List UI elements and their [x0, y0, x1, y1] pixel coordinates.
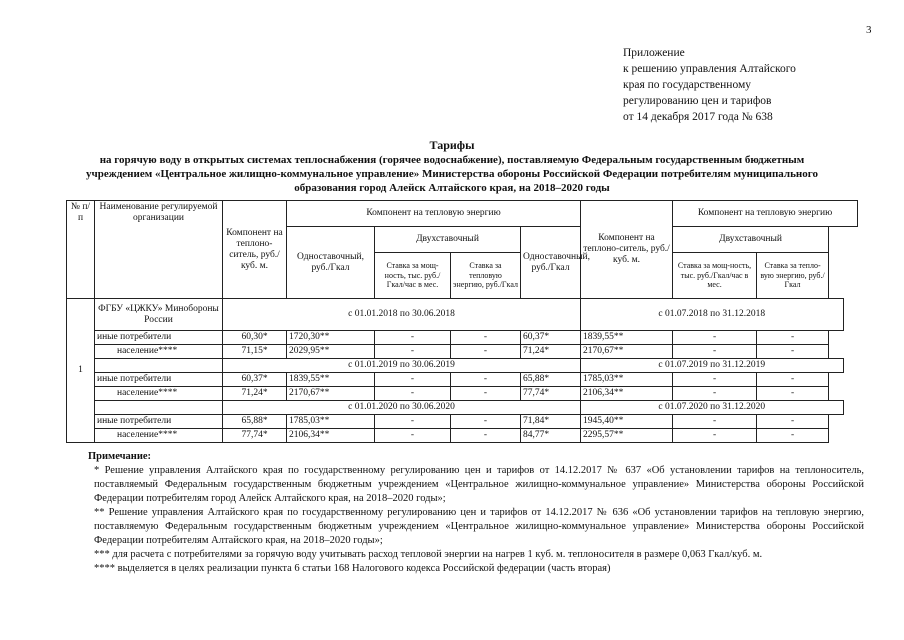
energy-rate-value: -	[451, 331, 521, 345]
notes-heading: Примечание:	[88, 451, 152, 462]
carrier-value: 60,30*	[223, 331, 287, 345]
single-rate-value: 1720,30**	[287, 331, 375, 345]
header-power-rate: Ставка за мощ-ность, тыс. руб./Гкал/час в мес.	[375, 253, 451, 299]
table-row	[67, 387, 858, 401]
energy-rate-value-2: -	[757, 373, 829, 387]
carrier-value: 65,88*	[223, 415, 287, 429]
header-single-rate: Одноставочный, руб./Гкал	[287, 227, 375, 299]
single-rate-value: 2029,95**	[287, 345, 375, 359]
header-thermal-component-2: Компонент на тепловую энергию	[673, 201, 858, 227]
power-rate-value-2: -	[673, 415, 757, 429]
appendix-block	[623, 45, 796, 125]
period-left: с 01.01.2020 по 30.06.2020	[223, 401, 581, 415]
header-double-rate: Двухставочный	[375, 227, 521, 253]
table-row	[67, 373, 858, 387]
power-rate-value-2: -	[673, 429, 757, 443]
power-rate-value: -	[375, 387, 451, 401]
header-organization: Наименование регулируемой организации	[95, 201, 223, 299]
energy-rate-value: -	[451, 429, 521, 443]
carrier-value: 71,24*	[223, 387, 287, 401]
empty-cell	[95, 359, 223, 373]
carrier-value-2: 77,74*	[521, 387, 581, 401]
power-rate-value-2: -	[673, 373, 757, 387]
consumer-name: иные потребители	[95, 331, 223, 345]
period-right: с 01.07.2020 по 31.12.2020	[581, 401, 843, 415]
organization-name: ФГБУ «ЦЖКУ» Минобороны России	[95, 299, 223, 331]
power-rate-value: -	[375, 345, 451, 359]
energy-rate-value: -	[451, 373, 521, 387]
page-number: 3	[866, 24, 872, 36]
period-left: с 01.01.2018 по 30.06.2018	[223, 299, 581, 331]
energy-rate-value-2: -	[757, 415, 829, 429]
period-right: с 01.07.2019 по 31.12.2019	[581, 359, 843, 373]
single-rate-value-2: 1785,03**	[581, 373, 673, 387]
carrier-value-2: 60,37*	[521, 331, 581, 345]
note-item: * Решение управления Алтайского края по государственному регулированию цен и тарифов от 14.12.2017 № 637 «Об установлении тарифов на теплоноситель, поставляемый Федеральным государственным бюджетным учреждением «Центральное жилищно-коммунальное управление» Министерства обороны Российской Федерации потребителям город Алейск Алтайского края, на 2018–2020 годы»;	[94, 465, 864, 504]
appendix-line: к решению управления Алтайского	[623, 63, 796, 75]
consumer-name: иные потребители	[95, 373, 223, 387]
carrier-value-2: 65,88*	[521, 373, 581, 387]
table-row	[67, 345, 858, 359]
single-rate-value-2: 2170,67**	[581, 345, 673, 359]
carrier-value: 77,74*	[223, 429, 287, 443]
table-row	[67, 429, 858, 443]
appendix-line: от 14 декабря 2017 года № 638	[623, 111, 773, 123]
table-row	[67, 331, 858, 345]
carrier-value: 60,37*	[223, 373, 287, 387]
title-line: на горячую воду в открытых системах теплоснабжения (горячее водоснабжение), поставляемую Федеральным государственным бюджетным	[99, 154, 805, 166]
carrier-value-2: 71,24*	[521, 345, 581, 359]
note-item: *** для расчета с потребителями за горячую воду учитывать расход тепловой энергии на нагрев 1 куб. м. теплоносителя в размере 0,063 Гкал/куб. м.	[94, 549, 763, 560]
energy-rate-value: -	[451, 387, 521, 401]
single-rate-value: 1839,55**	[287, 373, 375, 387]
note-item: ** Решение управления Алтайского края по государственному регулированию цен и тарифов от 14.12.2017 № 636 «Об установлении тарифов на тепловую энергию, поставляемую Федеральным государственным бюджетным учреждением «Центральное жилищно-коммунальное управление» Министерства обороны Российской Федерации потребителям Алтайского края, на 2018–2020 годы»;	[94, 507, 864, 546]
note-item: **** выделяется в целях реализации пункта 6 статьи 168 Налогового кодекса Российской федерации (часть вторая)	[94, 563, 611, 574]
consumer-name: население****	[95, 345, 223, 359]
notes-section	[88, 450, 864, 576]
title-line: образования город Алейск Алтайского края, на 2018–2020 годы	[294, 182, 610, 194]
period-left: с 01.01.2019 по 30.06.2019	[223, 359, 581, 373]
energy-rate-value: -	[451, 415, 521, 429]
header-energy-rate: Ставка за тепловую энергию, руб./Гкал	[451, 253, 521, 299]
power-rate-value-2: -	[673, 345, 757, 359]
power-rate-value-2: -	[673, 331, 757, 345]
power-rate-value-2: -	[673, 387, 757, 401]
title-main: Тарифы	[429, 138, 475, 152]
document-title	[60, 138, 844, 195]
consumer-name: население****	[95, 429, 223, 443]
header-thermal-component: Компонент на тепловую энергию	[287, 201, 581, 227]
empty-cell	[95, 401, 223, 415]
table-row	[67, 415, 858, 429]
header-carrier-component-2: Компонент на теплоно-ситель, руб./куб. м.	[581, 201, 673, 299]
power-rate-value: -	[375, 415, 451, 429]
carrier-value-2: 84,77*	[521, 429, 581, 443]
title-line: учреждением «Центральное жилищно-коммунальное управление» Министерства обороны Российской Федерации потребителям муниципального	[86, 168, 818, 180]
header-num: № п/п	[67, 201, 95, 299]
header-carrier-component: Компонент на теплоно-ситель, руб./куб. м.	[223, 201, 287, 299]
single-rate-value-2: 1945,40**	[581, 415, 673, 429]
appendix-line: регулированию цен и тарифов	[623, 95, 772, 107]
energy-rate-value-2: -	[757, 387, 829, 401]
single-rate-value-2: 1839,55**	[581, 331, 673, 345]
power-rate-value: -	[375, 331, 451, 345]
energy-rate-value-2: -	[757, 331, 829, 345]
consumer-name: иные потребители	[95, 415, 223, 429]
power-rate-value: -	[375, 373, 451, 387]
header-double-rate-2: Двухставочный	[673, 227, 829, 253]
header-energy-rate-2: Ставка за тепло-вую энергию, руб./Гкал	[757, 253, 829, 299]
carrier-value-2: 71,84*	[521, 415, 581, 429]
single-rate-value-2: 2295,57**	[581, 429, 673, 443]
single-rate-value: 2170,67**	[287, 387, 375, 401]
energy-rate-value-2: -	[757, 429, 829, 443]
appendix-line: края по государственному	[623, 79, 751, 91]
energy-rate-value-2: -	[757, 345, 829, 359]
energy-rate-value: -	[451, 345, 521, 359]
carrier-value: 71,15*	[223, 345, 287, 359]
period-right: с 01.07.2018 по 31.12.2018	[581, 299, 843, 331]
appendix-line: Приложение	[623, 47, 685, 59]
tariff-table	[66, 200, 858, 443]
single-rate-value-2: 2106,34**	[581, 387, 673, 401]
consumer-name: население****	[95, 387, 223, 401]
single-rate-value: 2106,34**	[287, 429, 375, 443]
header-single-rate-2: Одноставочный, руб./Гкал	[521, 227, 581, 299]
power-rate-value: -	[375, 429, 451, 443]
row-number: 1	[67, 299, 95, 443]
single-rate-value: 1785,03**	[287, 415, 375, 429]
header-power-rate-2: Ставка за мощ-ность, тыс. руб./Гкал/час в мес.	[673, 253, 757, 299]
